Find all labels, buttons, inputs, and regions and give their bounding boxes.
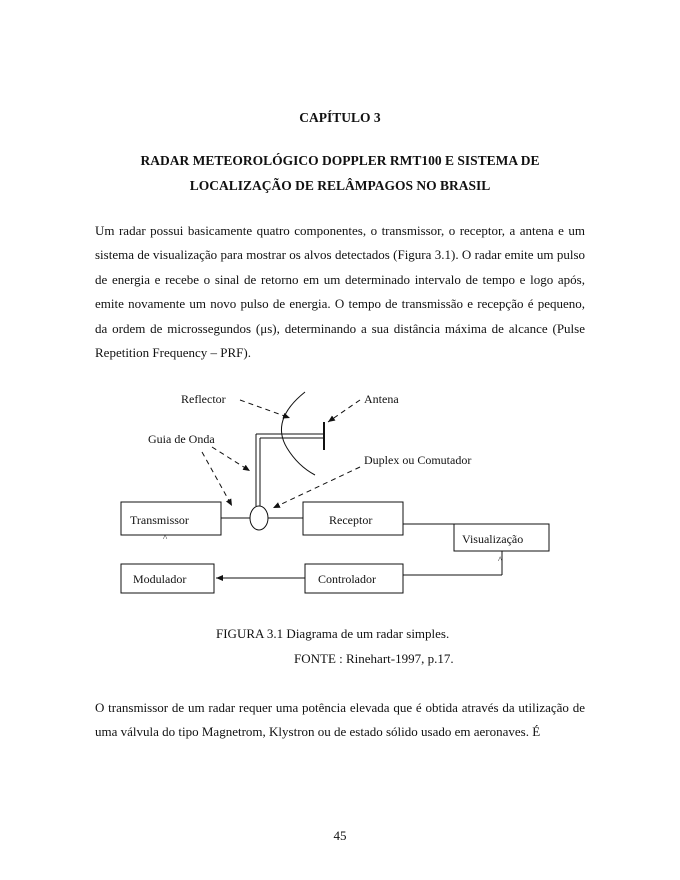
figure-source: FONTE : Rinehart-1997, p.17. <box>294 651 454 666</box>
display-label: Visualização <box>462 532 524 546</box>
body-paragraph: O transmissor de um radar requer uma potência elevada que é obtida através da utilização de uma válvula do tipo Magnetrom, Klystron ou de estado sólido usado em aeronaves. É <box>95 700 585 740</box>
chapter-title-line: RADAR METEOROLÓGICO DOPPLER RMT100 E SISTEMA DE <box>140 153 540 168</box>
figure-caption: FIGURA 3.1 Diagrama de um radar simples. <box>216 626 450 641</box>
chapter-heading: CAPÍTULO 3 <box>299 110 381 125</box>
receiver-label: Receptor <box>329 513 373 527</box>
radar-diagram <box>0 380 680 620</box>
chapter-title <box>110 148 570 198</box>
reflector-label: Reflector <box>181 392 226 406</box>
svg-text:^: ^ <box>163 533 168 543</box>
duplexer-symbol <box>250 506 268 530</box>
body-paragraph: Um radar possui basicamente quatro componentes, o transmissor, o receptor, a antena e um sistema de visualização para mostrar os alvos detectados (Figura 3.1). O radar emite um pulso de energia e recebe o sinal de retorno em um determinado intervalo de tempo e logo após, emite novamente um novo pulso de energia. O tempo de transmissão e recepção é pequeno, da ordem de microssegundos (μs), determinando a sua distância máxima de alcance (Pulse Repetition Frequency – PRF). <box>95 223 585 361</box>
controller-label: Controlador <box>318 572 376 586</box>
chapter-title-line: LOCALIZAÇÃO DE RELÂMPAGOS NO BRASIL <box>189 178 491 193</box>
transmitter-label: Transmissor <box>130 513 189 527</box>
modulator-label: Modulador <box>133 572 187 586</box>
page-number: 45 <box>333 828 347 843</box>
antenna-label: Antena <box>364 392 399 406</box>
waveguide-label: Guia de Onda <box>148 432 215 446</box>
svg-text:^: ^ <box>498 555 503 565</box>
duplexer-label: Duplex ou Comutador <box>364 453 472 467</box>
